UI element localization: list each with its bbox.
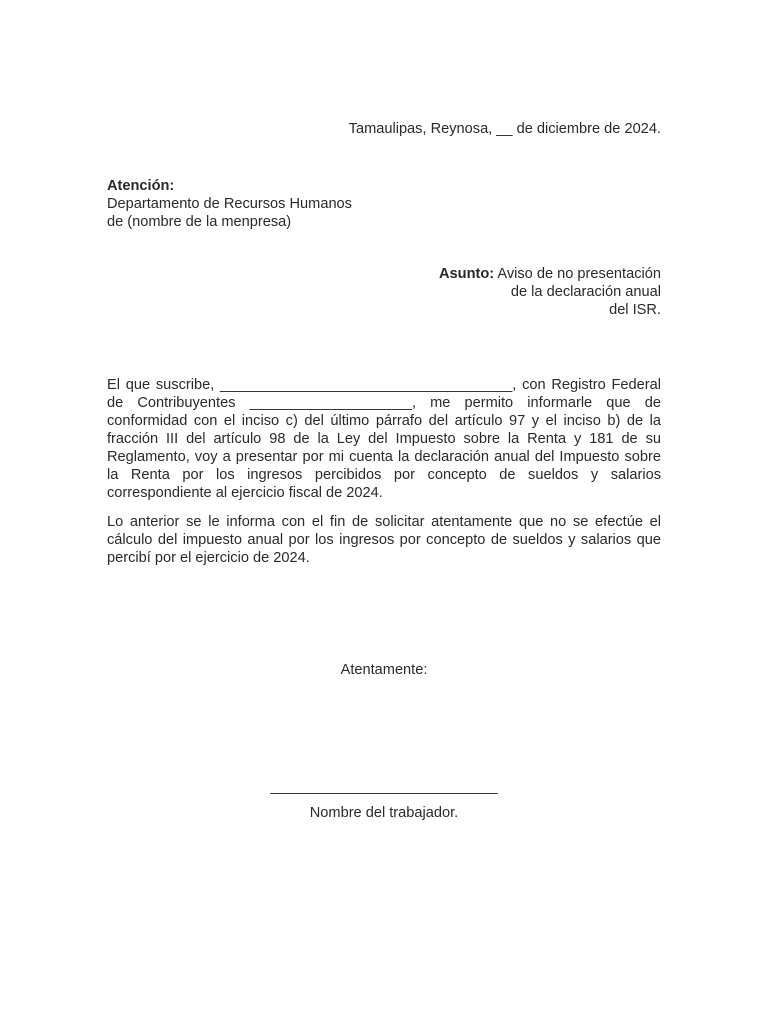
- subject-line-2: de la declaración anual: [510, 284, 661, 300]
- attention-department: Departamento de Recursos Humanos: [107, 196, 352, 212]
- subject-label: Asunto:: [439, 266, 495, 282]
- signature-name: Nombre del trabajador.: [309, 805, 459, 821]
- subject-line-1: Aviso de no presentación: [494, 266, 661, 282]
- attention-company: de (nombre de la menpresa): [107, 214, 292, 230]
- subject-line-3: del ISR.: [609, 302, 661, 318]
- body-paragraph-2: Lo anterior se le informa con el fin de solicitar atentamente que no se efectúe el cálculo del impuesto anual por los ingresos por concepto de sueldos y salarios que percibí por el ejercicio de 2024.: [107, 514, 661, 566]
- attention-block: [107, 177, 507, 231]
- date-line: Tamaulipas, Reynosa, __ de diciembre de 2024.: [348, 121, 661, 137]
- body-paragraph-1: El que suscribe, ____________________________________, con Registro Federal de Contribuyentes ____________________, me permito informarle que de conformidad con el inciso c) del último párrafo del artículo 97 y el inciso b) de la fracción III del artículo 98 de la Ley del Impuesto sobre la Renta y 181 de su Reglamento, voy a presentar por mi cuenta la declaración anual del Impuesto sobre la Renta por los ingresos percibidos por concepto de sueldos y salarios correspondiente al ejercicio fiscal de 2024.: [107, 377, 661, 501]
- letter-body: [107, 376, 661, 578]
- closing-text: Atentamente:: [340, 662, 428, 678]
- subject-block: [300, 265, 661, 319]
- signature-line: ____________________________: [270, 779, 498, 795]
- attention-label: Atención:: [107, 178, 175, 194]
